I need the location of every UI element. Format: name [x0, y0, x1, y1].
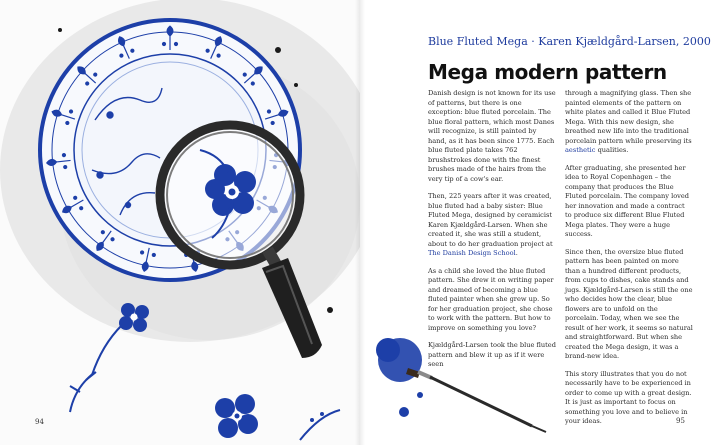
- text-column-2: [565, 89, 693, 435]
- right-page-article: [360, 0, 720, 445]
- article-kicker: Blue Fluted Mega · Karen Kjældgård-Larsen, 2000: [428, 35, 711, 48]
- page-number-left: 94: [35, 418, 44, 426]
- page-number-right: 95: [676, 417, 685, 425]
- design-school-link[interactable]: The Danish Design School: [428, 249, 516, 257]
- paragraph: This story illustrates that you do not necessarily have to be experienced in order to come up with a great design. It is just as important to focus on something you love and to believe in your ideas.: [565, 369, 692, 425]
- blue-flower-bottom: [215, 394, 340, 440]
- article-headline: Mega modern pattern: [428, 60, 667, 84]
- paragraph: After graduating, she presented her idea to Royal Copenhagen – the company that produces the Blue Fluted porcelain. The company loved her innovation and made a contract to produce six different Blue Fluted Mega plates. They were a huge success.: [565, 163, 690, 238]
- book-gutter: [355, 0, 365, 445]
- text-column-1: [428, 89, 556, 378]
- paragraph: through a magnifying glass. Then she painted elements of the pattern on white plates and called it Blue Fluted Mega. With this new design, she breathed new life into the traditional porcelain pattern while preserving its aesthetic qualities.: [565, 89, 692, 154]
- aesthetic-link[interactable]: aesthetic: [565, 146, 596, 154]
- paragraph: Since then, the oversize blue fluted pattern has been painted on more than a hundred different products, from cups to dishes, cake stands and jugs. Kjældgård-Larsen is still the one who decides how the clear, blue flowers are to unfold on the porcelain. Today, when we see the result of her work, it seems so natural and straightforward. But when she created the Mega design, it was a brand-new idea.: [565, 247, 693, 360]
- paragraph: As a child she loved the blue fluted pattern. She drew it on writing paper and dreamed of becoming a blue fluted painter when she grew up. So for her graduation project, she chose to work with the pattern. But how to improve on something you love?: [428, 266, 554, 332]
- paragraph: Then, 225 years after it was created, blue fluted had a baby sister: Blue Fluted Mega, designed by ceramicist Karen Kjældgård-Larsen. When she created it, she was still a student, about to do her graduation project at The Danish Design School.: [428, 192, 553, 257]
- paragraph: Kjældgård-Larsen took the blue fluted pattern and blew it up as if it were seen: [428, 341, 556, 368]
- paragraph: Danish design is not known for its use of patterns, but there is one exception: blue fluted porcelain. The blue floral pattern, which most Danes will recognize, is still painted by hand, as it has been since 1775. Each blue fluted plate takes 762 brushstrokes done with the finest brushes made of the hairs from the very tip of a cow's ear.: [428, 89, 556, 183]
